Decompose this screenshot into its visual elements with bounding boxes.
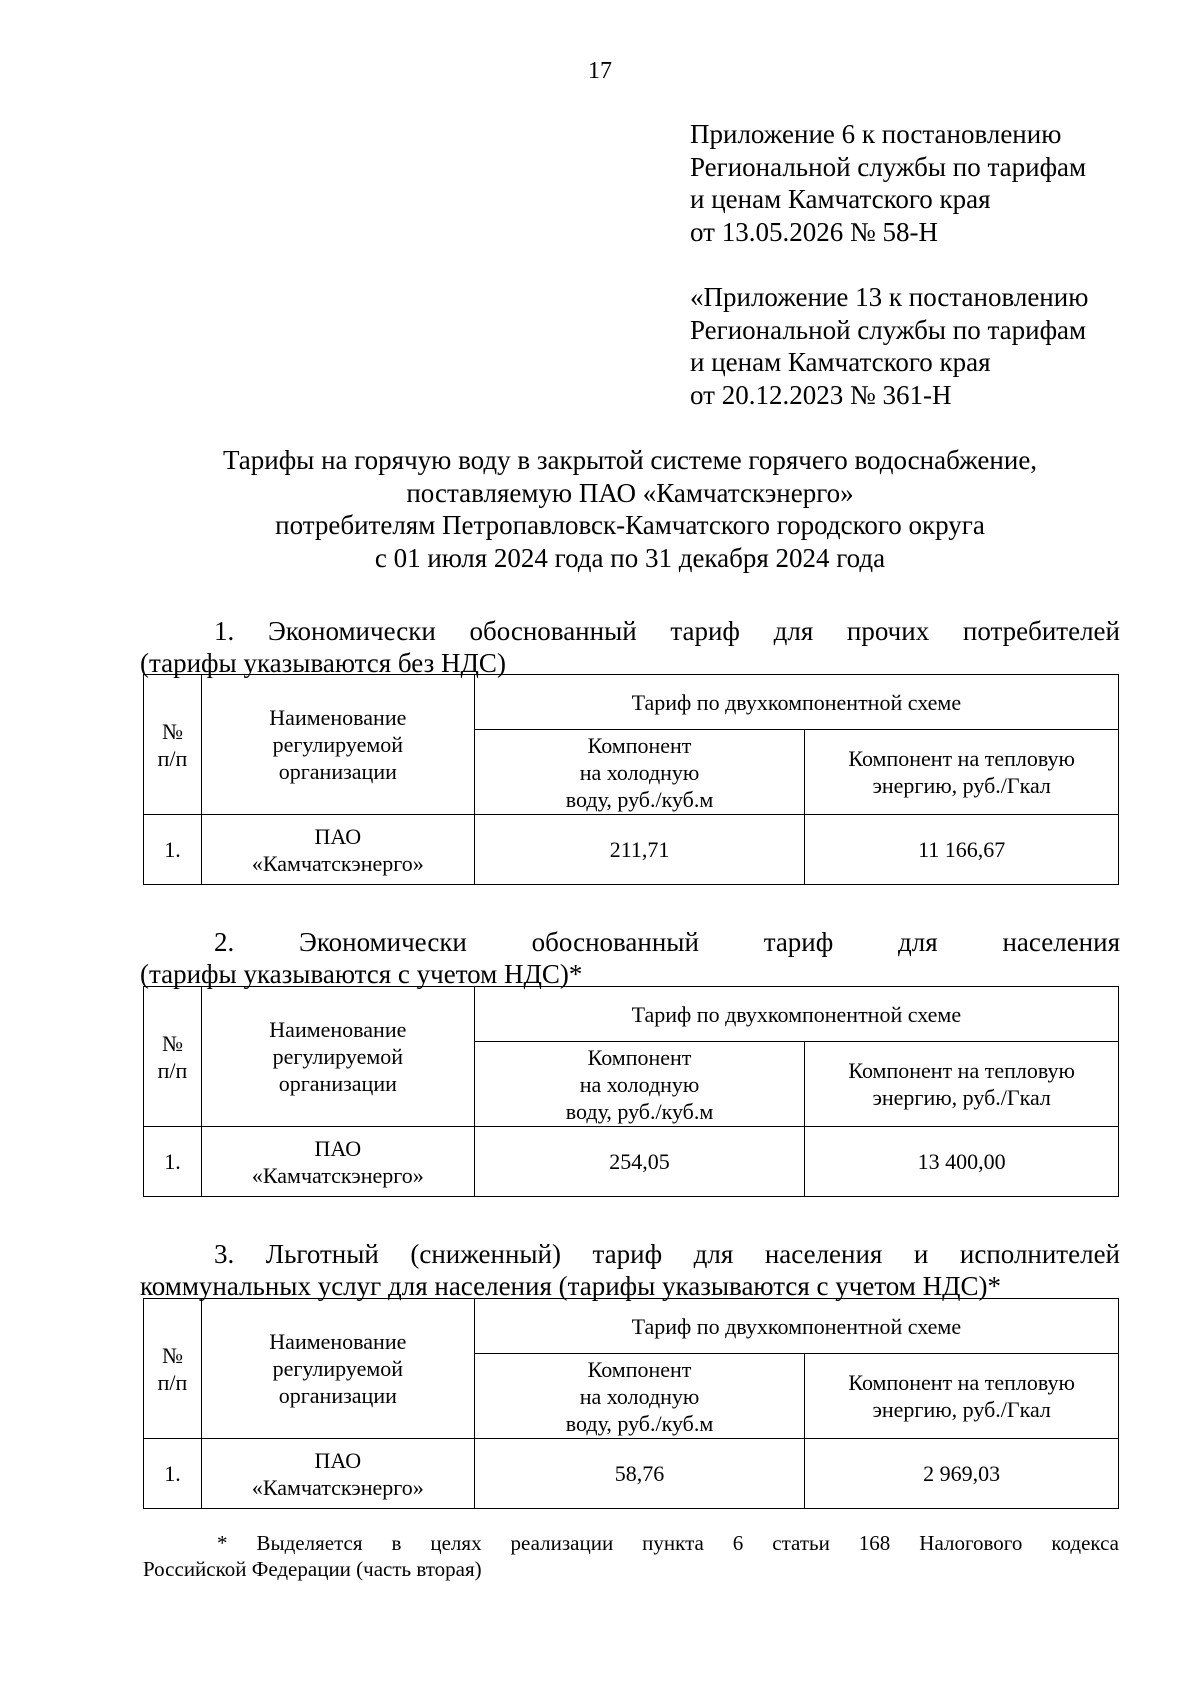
- appendix-original-block: [690, 281, 1088, 411]
- appendix-line: и ценам Камчатского края: [690, 184, 991, 214]
- cell-heat-energy-value: 2 969,03: [805, 1439, 1119, 1509]
- section-heading-line: коммунальных услуг для населения (тарифы указываются с учетом НДС)*: [140, 1271, 1002, 1301]
- header-number: № п/п: [144, 675, 202, 815]
- header-scheme: Тариф по двухкомпонентной схеме: [474, 1299, 1118, 1354]
- cell-org-name: ПАО «Камчатскэнерго»: [201, 1127, 474, 1197]
- title-line: поставляемую ПАО «Камчатскэнерго»: [406, 477, 854, 508]
- cell-number: 1.: [144, 1127, 202, 1197]
- table-row: [144, 1439, 1119, 1509]
- section-heading-line: 3. Льготный (сниженный) тариф для населения и исполнителей: [214, 1239, 1120, 1269]
- cell-number: 1.: [144, 815, 202, 885]
- tariff-table-2: [143, 986, 1119, 1197]
- footnote-line: * Выделяется в целях реализации пункта 6 статьи 168 Налогового кодекса: [217, 1531, 1119, 1555]
- appendix-line: Приложение 6 к постановлению: [690, 119, 1062, 149]
- header-number: № п/п: [144, 1299, 202, 1439]
- section-1-heading: [140, 615, 1120, 679]
- header-heat-energy: Компонент на тепловую энергию, руб./Гкал: [805, 1354, 1119, 1439]
- header-cold-water: Компонент на холодную воду, руб./куб.м: [474, 1042, 805, 1127]
- cell-heat-energy-value: 13 400,00: [805, 1127, 1119, 1197]
- header-org-name: Наименование регулируемой организации: [201, 1299, 474, 1439]
- section-heading-line: (тарифы указываются с учетом НДС)*: [140, 959, 583, 989]
- tariff-table-1: [143, 674, 1119, 885]
- header-scheme: Тариф по двухкомпонентной схеме: [474, 987, 1118, 1042]
- title-line: Тарифы на горячую воду в закрытой системе горячего водоснабжение,: [222, 445, 1038, 475]
- header-cold-water: Компонент на холодную воду, руб./куб.м: [474, 1354, 805, 1439]
- appendix-line: Региональной службы по тарифам: [690, 314, 1087, 345]
- header-org-name: Наименование регулируемой организации: [201, 675, 474, 815]
- appendix-line: от 20.12.2023 № 361-Н: [690, 379, 952, 410]
- cell-cold-water-value: 58,76: [474, 1439, 805, 1509]
- appendix-line: Региональной службы по тарифам: [690, 151, 1087, 182]
- section-heading-line: 1. Экономически обоснованный тариф для прочих потребителей: [214, 616, 1120, 646]
- title-line: с 01 июля 2024 года по 31 декабря 2024 года: [374, 542, 886, 573]
- appendix-line: «Приложение 13 к постановлению: [690, 282, 1089, 312]
- appendix-current-block: [690, 118, 1086, 248]
- footnote: [143, 1530, 1119, 1582]
- section-heading-line: 2. Экономически обоснованный тариф для населения: [214, 927, 1120, 957]
- header-heat-energy: Компонент на тепловую энергию, руб./Гкал: [805, 730, 1119, 815]
- section-3-heading: [140, 1238, 1120, 1302]
- cell-org-name: ПАО «Камчатскэнерго»: [201, 815, 474, 885]
- cell-number: 1.: [144, 1439, 202, 1509]
- header-heat-energy: Компонент на тепловую энергию, руб./Гкал: [805, 1042, 1119, 1127]
- appendix-line: и ценам Камчатского края: [690, 347, 991, 377]
- header-number: № п/п: [144, 987, 202, 1127]
- table-row: [144, 1127, 1119, 1197]
- header-cold-water: Компонент на холодную воду, руб./куб.м: [474, 730, 805, 815]
- cell-org-name: ПАО «Камчатскэнерго»: [201, 1439, 474, 1509]
- cell-cold-water-value: 254,05: [474, 1127, 805, 1197]
- title-line: потребителям Петропавловск-Камчатского городского округа: [275, 510, 985, 540]
- table-row: [144, 815, 1119, 885]
- section-2-heading: [140, 926, 1120, 990]
- header-org-name: Наименование регулируемой организации: [201, 987, 474, 1127]
- cell-heat-energy-value: 11 166,67: [805, 815, 1119, 885]
- header-scheme: Тариф по двухкомпонентной схеме: [474, 675, 1118, 730]
- document-title: [140, 444, 1120, 574]
- tariff-table-3: [143, 1298, 1119, 1509]
- section-heading-line: (тарифы указываются без НДС): [140, 648, 506, 678]
- appendix-line: от 13.05.2026 № 58-Н: [690, 216, 938, 247]
- page-number: 17: [588, 58, 612, 84]
- footnote-line: Российской Федерации (часть вторая): [143, 1557, 482, 1581]
- cell-cold-water-value: 211,71: [474, 815, 805, 885]
